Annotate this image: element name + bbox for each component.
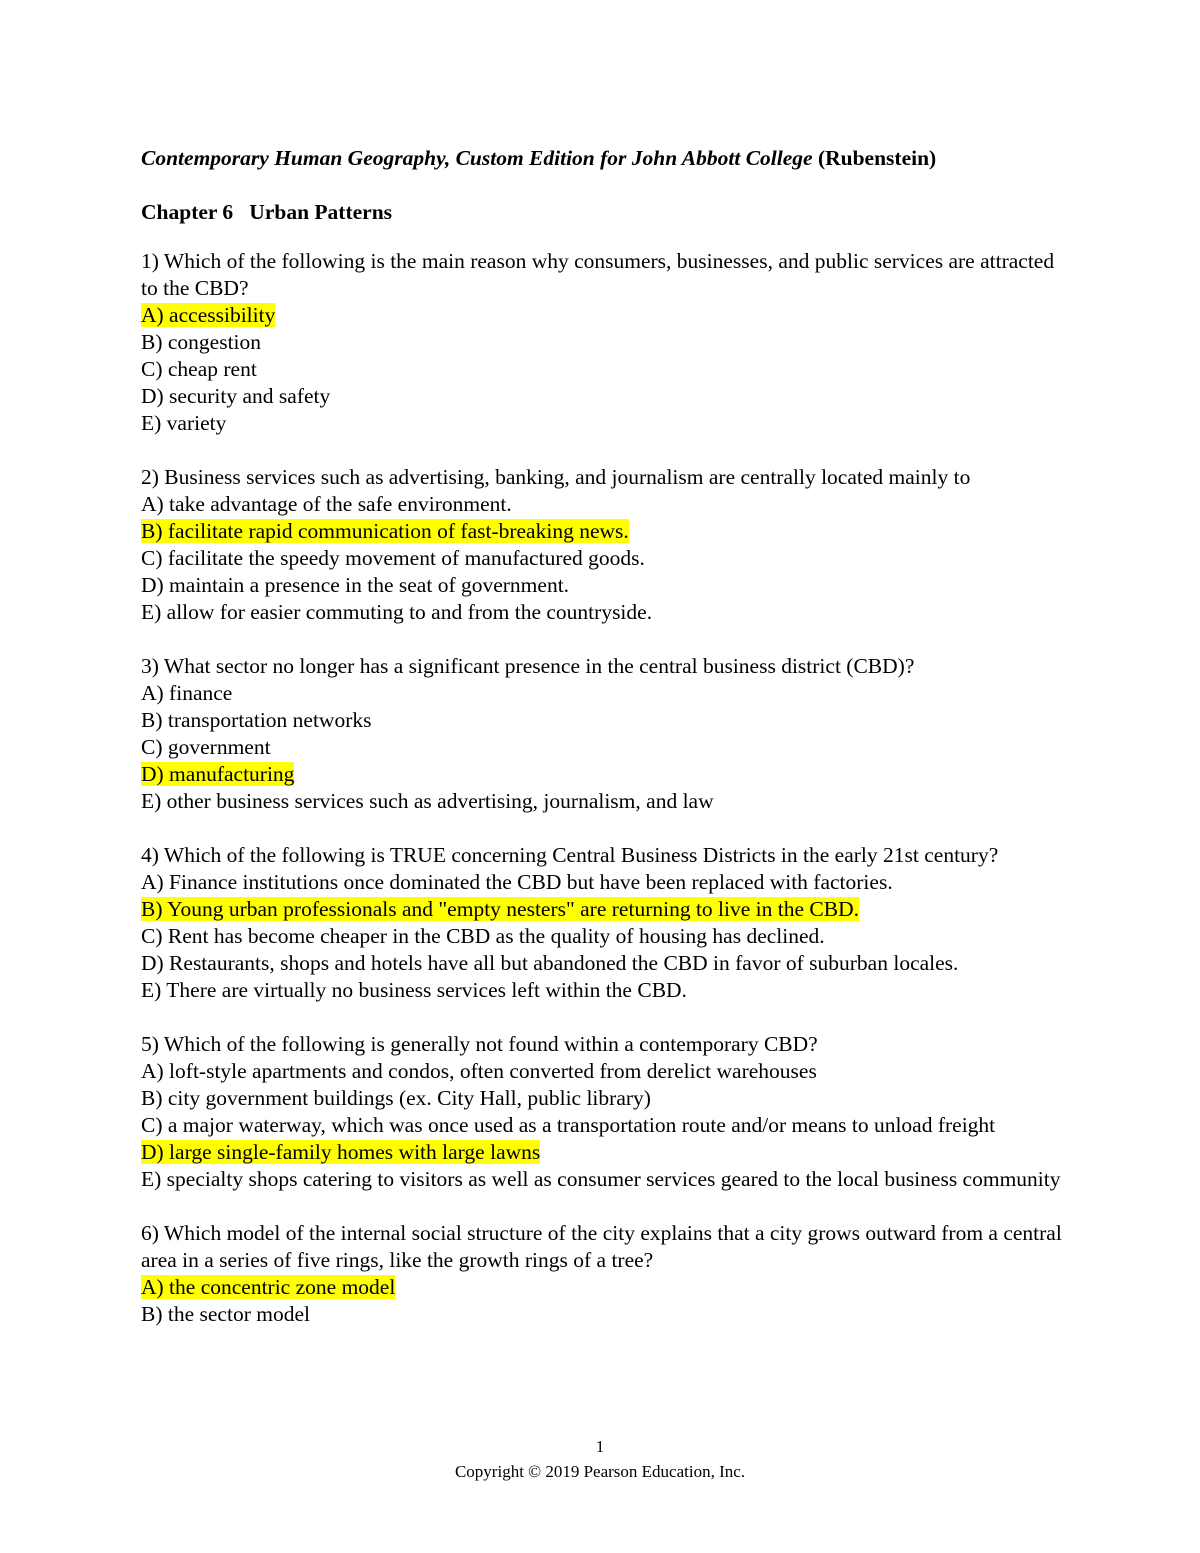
answer-option-row [141,302,1071,329]
answer-option: C) facilitate the speedy movement of manufactured goods. [141,546,645,570]
answer-option-highlighted: A) accessibility [141,303,276,327]
answer-option-row [141,896,1071,923]
answer-option-highlighted: D) large single-family homes with large lawns [141,1140,541,1164]
answer-option: C) Rent has become cheaper in the CBD as the quality of housing has declined. [141,924,825,948]
answer-option-highlighted: A) the concentric zone model [141,1275,396,1299]
option-row [141,1058,1071,1085]
question-list [141,248,1071,1328]
question-stem: 5) Which of the following is generally not found within a contemporary CBD? [141,1032,818,1056]
answer-option: E) There are virtually no business services left within the CBD. [141,978,687,1002]
question-block [141,248,1071,437]
option-row [141,599,1071,626]
option-row [141,950,1071,977]
answer-option: C) a major waterway, which was once used as a transportation route and/or means to unload freight [141,1113,996,1137]
page-number: 1 [595,1437,605,1456]
answer-option-row [141,1274,1071,1301]
option-row [141,491,1071,518]
answer-option: B) congestion [141,330,262,354]
option-row [141,734,1071,761]
answer-option-highlighted: B) Young urban professionals and "empty nesters" are returning to live in the CBD. [141,897,859,921]
answer-option-row [141,1139,1071,1166]
answer-option: A) loft-style apartments and condos, often converted from derelict warehouses [141,1059,817,1083]
option-row [141,356,1071,383]
answer-option: C) cheap rent [141,357,257,381]
answer-option: E) specialty shops catering to visitors as well as consumer services geared to the local business community [141,1167,1061,1191]
option-row [141,545,1071,572]
option-row [141,1112,1071,1139]
option-row [141,680,1071,707]
answer-option: A) finance [141,681,233,705]
option-row [141,923,1071,950]
question-block [141,653,1071,815]
author-name: (Rubenstein) [812,146,937,170]
book-title: Contemporary Human Geography, Custom Edition for John Abbott College [141,146,813,170]
question-block [141,1220,1071,1328]
question-stem: 3) What sector no longer has a significant presence in the central business district (CBD)? [141,654,915,678]
option-row [141,572,1071,599]
answer-option: A) take advantage of the safe environment. [141,492,512,516]
answer-option-row [141,518,1071,545]
answer-option: D) Restaurants, shops and hotels have all but abandoned the CBD in favor of suburban locales. [141,951,959,975]
document-title [141,142,1071,174]
answer-option-highlighted: B) facilitate rapid communication of fast-breaking news. [141,519,629,543]
question-block [141,464,1071,626]
answer-option: D) maintain a presence in the seat of government. [141,573,570,597]
answer-option: E) variety [141,411,227,435]
answer-option: B) city government buildings (ex. City Hall, public library) [141,1086,651,1110]
answer-option-row [141,761,1071,788]
option-row [141,869,1071,896]
answer-option: A) Finance institutions once dominated the CBD but have been replaced with factories. [141,870,893,894]
option-row [141,707,1071,734]
answer-option: B) transportation networks [141,708,372,732]
answer-option: C) government [141,735,271,759]
option-row [141,329,1071,356]
answer-option: E) allow for easier commuting to and from the countryside. [141,600,653,624]
page-content [141,142,1071,1355]
option-row [141,788,1071,815]
question-stem: 6) Which model of the internal social structure of the city explains that a city grows outward from a central area in a series of five rings, like the growth rings of a tree? [141,1221,1062,1272]
question-stem: 2) Business services such as advertising, banking, and journalism are centrally located mainly to [141,465,971,489]
question-stem: 4) Which of the following is TRUE concerning Central Business Districts in the early 21st century? [141,843,999,867]
answer-option: D) security and safety [141,384,331,408]
option-row [141,1166,1071,1193]
answer-option: E) other business services such as advertising, journalism, and law [141,789,714,813]
question-block [141,842,1071,1004]
chapter-heading: Chapter 6 Urban Patterns [141,200,393,224]
copyright-notice: Copyright © 2019 Pearson Education, Inc. [454,1462,746,1481]
question-block [141,1031,1071,1193]
option-row [141,1085,1071,1112]
option-row [141,977,1071,1004]
option-row [141,383,1071,410]
option-row [141,1301,1071,1328]
option-row [141,410,1071,437]
question-stem: 1) Which of the following is the main reason why consumers, businesses, and public services are attracted to the CBD? [141,249,1055,300]
answer-option: B) the sector model [141,1302,310,1326]
answer-option-highlighted: D) manufacturing [141,762,295,786]
